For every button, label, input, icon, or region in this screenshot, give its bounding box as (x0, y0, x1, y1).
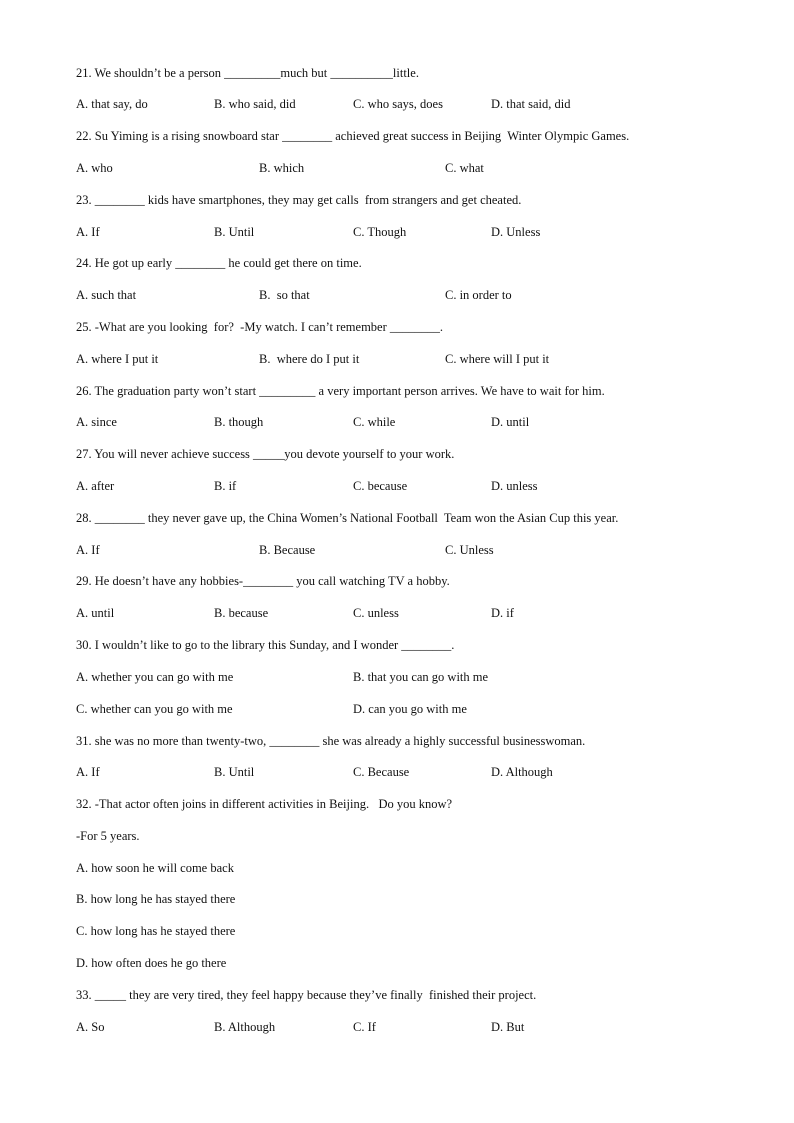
question-32-reply: -For 5 years. (76, 829, 140, 843)
q23-option-b: B. Until (214, 225, 255, 239)
q29-option-a: A. until (76, 606, 115, 620)
q27-option-b: B. if (214, 479, 237, 493)
question-28-stem: 28. ________ they never gave up, the China Women’s National Football Team won the Asian Cup this year. (76, 511, 619, 525)
question-25-stem: 25. -What are you looking for? -My watch. I can’t remember ________. (76, 320, 444, 334)
q21-option-a: A. that say, do (76, 97, 148, 111)
q21-option-b: B. who said, did (214, 97, 296, 111)
q26-option-c: C. while (353, 415, 396, 429)
q29-option-b: B. because (214, 606, 269, 620)
q23-option-d: D. Unless (491, 225, 541, 239)
q25-option-b: B. where do I put it (259, 352, 360, 366)
q30-option-c: C. whether can you go with me (76, 702, 233, 716)
q22-option-a: A. who (76, 161, 113, 175)
q31-option-a: A. If (76, 765, 100, 779)
q23-option-c: C. Though (353, 225, 407, 239)
q30-option-a: A. whether you can go with me (76, 670, 234, 684)
question-31-stem: 31. she was no more than twenty-two, ________ she was already a highly successful businesswoman. (76, 734, 586, 748)
q32-option-c: C. how long has he stayed there (76, 924, 236, 938)
q32-option-a: A. how soon he will come back (76, 861, 234, 875)
q33-option-d: D. But (491, 1020, 525, 1034)
question-29-stem: 29. He doesn’t have any hobbies-________ you call watching TV a hobby. (76, 574, 450, 588)
question-27-stem: 27. You will never achieve success _____you devote yourself to your work. (76, 447, 455, 461)
q23-option-a: A. If (76, 225, 100, 239)
question-24-stem: 24. He got up early ________ he could get there on time. (76, 256, 362, 270)
q29-option-d: D. if (491, 606, 514, 620)
q27-option-d: D. unless (491, 479, 538, 493)
q28-option-b: B. Because (259, 543, 316, 557)
q31-option-c: C. Because (353, 765, 410, 779)
q26-option-d: D. until (491, 415, 530, 429)
q32-option-b: B. how long he has stayed there (76, 892, 236, 906)
question-26-stem: 26. The graduation party won’t start _________ a very important person arrives. We have to wait for him. (76, 384, 605, 398)
q22-option-b: B. which (259, 161, 305, 175)
q30-option-d: D. can you go with me (353, 702, 467, 716)
q31-option-d: D. Although (491, 765, 553, 779)
q26-option-a: A. since (76, 415, 117, 429)
question-21-stem: 21. We shouldn’t be a person _________much but __________little. (76, 66, 419, 80)
q26-option-b: B. though (214, 415, 264, 429)
question-22-stem: 22. Su Yiming is a rising snowboard star ________ achieved great success in Beijing Winter Olympic Games. (76, 129, 630, 143)
q28-option-a: A. If (76, 543, 100, 557)
q33-option-a: A. So (76, 1020, 105, 1034)
q32-option-d: D. how often does he go there (76, 956, 227, 970)
q25-option-c: C. where will I put it (445, 352, 550, 366)
q21-option-c: C. who says, does (353, 97, 443, 111)
q28-option-c: C. Unless (445, 543, 494, 557)
question-30-stem: 30. I wouldn’t like to go to the library this Sunday, and I wonder ________. (76, 638, 455, 652)
q22-option-c: C. what (445, 161, 484, 175)
q33-option-b: B. Although (214, 1020, 276, 1034)
question-32-stem: 32. -That actor often joins in different activities in Beijing. Do you know? (76, 797, 453, 811)
q25-option-a: A. where I put it (76, 352, 159, 366)
q27-option-c: C. because (353, 479, 408, 493)
q24-option-c: C. in order to (445, 288, 512, 302)
q24-option-b: B. so that (259, 288, 310, 302)
question-23-stem: 23. ________ kids have smartphones, they may get calls from strangers and get cheated. (76, 193, 522, 207)
q33-option-c: C. If (353, 1020, 376, 1034)
question-33-stem: 33. _____ they are very tired, they feel happy because they’ve finally finished their project. (76, 988, 537, 1002)
q24-option-a: A. such that (76, 288, 137, 302)
q21-option-d: D. that said, did (491, 97, 571, 111)
q27-option-a: A. after (76, 479, 115, 493)
q29-option-c: C. unless (353, 606, 399, 620)
q30-option-b: B. that you can go with me (353, 670, 489, 684)
q31-option-b: B. Until (214, 765, 255, 779)
